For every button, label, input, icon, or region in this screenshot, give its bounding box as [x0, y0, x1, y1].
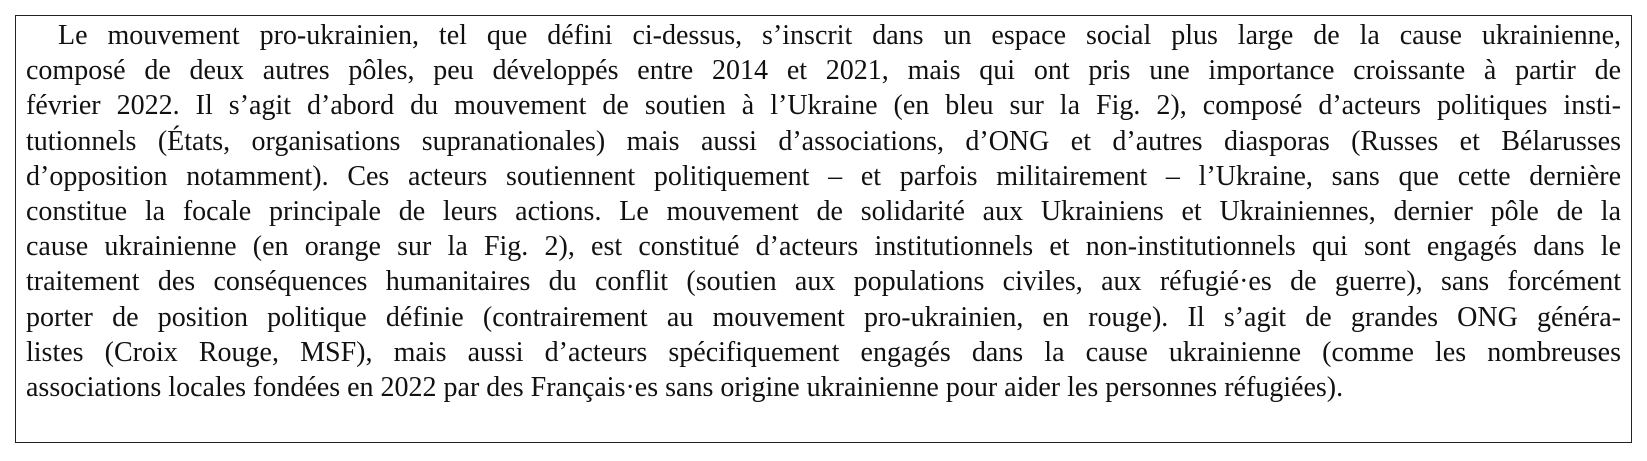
paragraph-line-7: cause ukrainienne (en orange sur la Fig. 2), est constitué d’acteurs institutionnels et non-institutionnels qui sont engagés dans le — [26, 231, 1621, 263]
paragraph-line-11: associations locales fondées en 2022 par des Français·es sans origine ukrainienne pour aider les personnes réfugiées). — [26, 371, 1344, 403]
paragraph-line-9: porter de position politique définie (contrairement au mouvement pro-ukrainien, en rouge). Il s’agit de grandes ONG généra- — [26, 301, 1621, 333]
paragraph-line-1: Le mouvement pro-ukrainien, tel que défini ci-dessus, s’inscrit dans un espace social plus large de la cause ukrainienne, — [58, 20, 1621, 51]
paragraph-line-4: tutionnels (États, organisations supranationales) mais aussi d’associations, d’ONG et d’autres diasporas (Russes et Bélarusses — [26, 125, 1621, 157]
paragraph-line-5: d’opposition notamment). Ces acteurs soutiennent politiquement – et parfois militairement – l’Ukraine, sans que cette dernière — [26, 160, 1621, 192]
paragraph-line-6: constitue la focale principale de leurs actions. Le mouvement de solidarité aux Ukrainiens et Ukrainiennes, dernier pôle de la — [26, 195, 1621, 227]
text-box — [15, 15, 1632, 443]
paragraph-line-10: listes (Croix Rouge, MSF), mais aussi d’acteurs spécifiquement engagés dans la cause ukrainienne (comme les nombreuses — [26, 336, 1621, 368]
paragraph-line-3: février 2022. Il s’agit d’abord du mouvement de soutien à l’Ukraine (en bleu sur la Fig. 2), composé d’acteurs politiques insti- — [26, 90, 1621, 122]
paragraph-line-2: composé de deux autres pôles, peu développés entre 2014 et 2021, mais qui ont pris une importance croissante à partir de — [26, 55, 1621, 87]
paragraph-line-8: traitement des conséquences humanitaires du conflit (soutien aux populations civiles, aux réfugié·es de guerre), sans forcément — [26, 266, 1621, 298]
